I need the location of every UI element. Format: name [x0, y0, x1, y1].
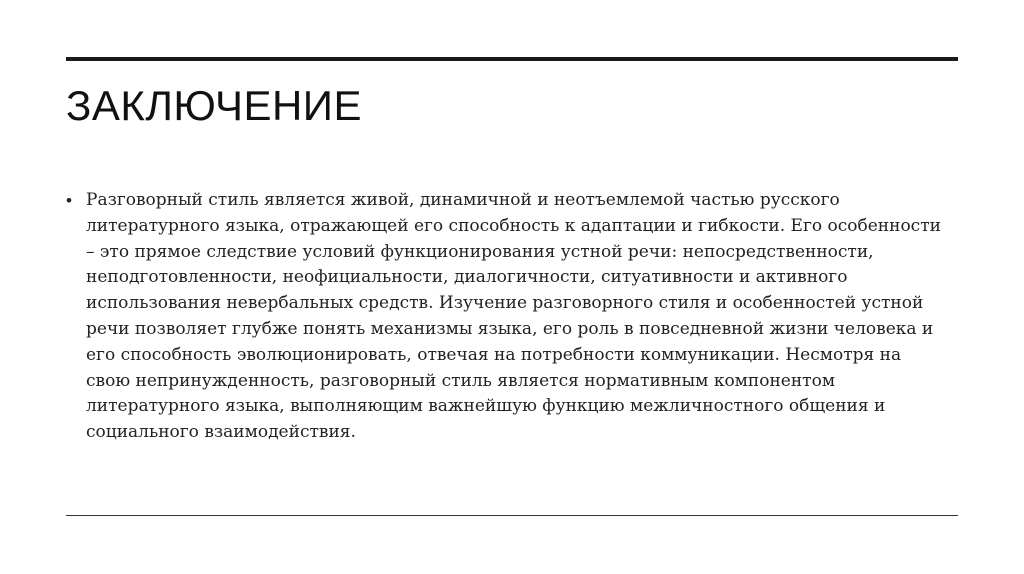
bullet-text: Разговорный стиль является живой, динамичной и неотъемлемой частью русского литературного языка, отражающей его способность к адаптации и гибкости. Его особенности – это прямое следствие условий функционирования устной речи: непосредственности, неподготовленности, неофициальности, диалогичности, ситуативности и активного использования невербальных средств. Изучение разговорного стиля и особенностей устной речи позволяет глубже понять механизмы языка, его роль в повседневной жизни человека и его способность эволюционировать, отвечая на потребности коммуникации. Несмотря на свою непринужденность, разговорный стиль является нормативным компонентом литературного языка, выполняющим важнейшую функцию межличностного общения и социального взаимодействия. — [86, 190, 941, 443]
bullet-item — [66, 188, 946, 446]
slide-content-list — [66, 188, 946, 446]
slide-title: ЗАКЛЮЧЕНИЕ — [66, 82, 362, 129]
title-top-rule — [66, 57, 958, 61]
bullet-marker: • — [66, 191, 72, 210]
content-bottom-rule — [66, 515, 958, 516]
